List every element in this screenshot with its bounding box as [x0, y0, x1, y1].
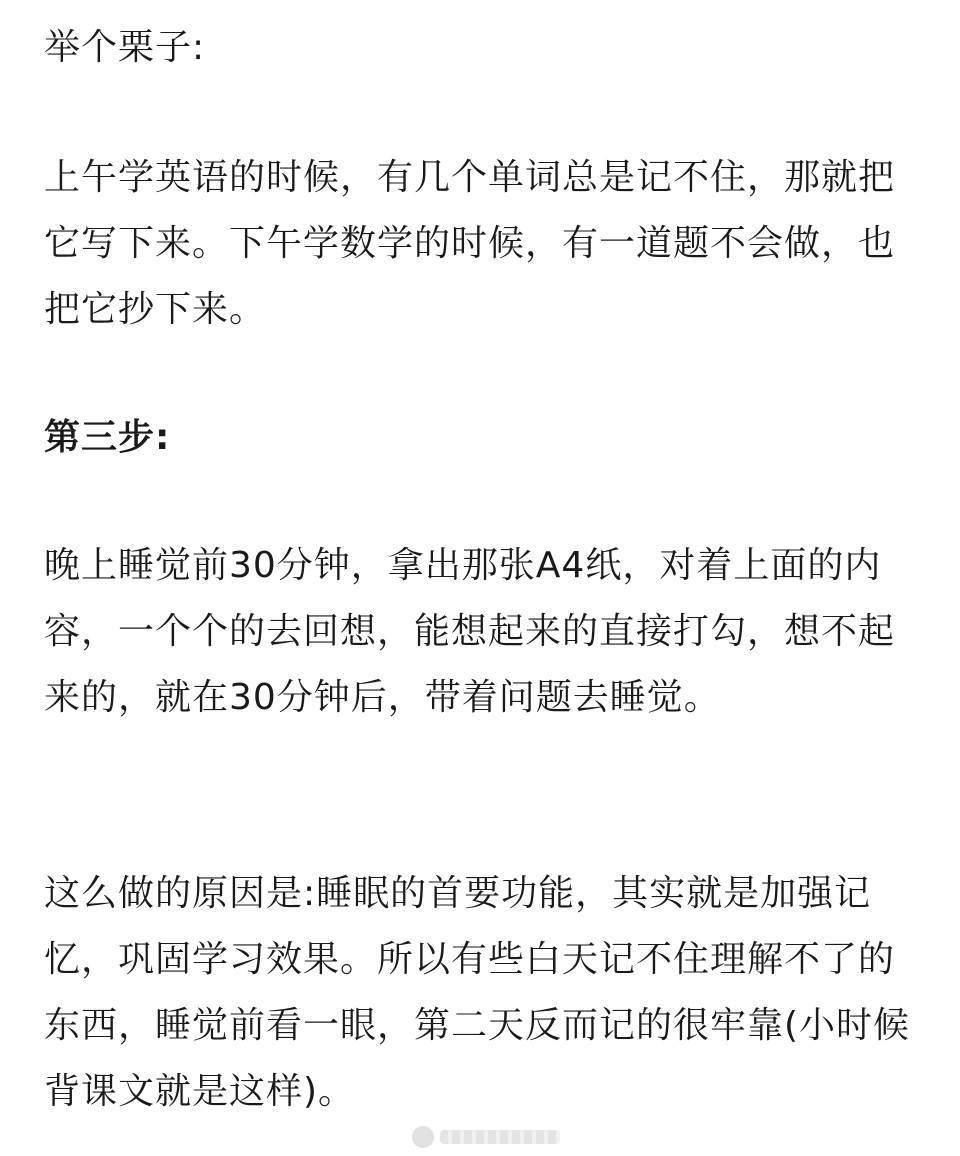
intro-paragraph: 举个栗子: [44, 27, 206, 68]
weibo-watermark-icon [412, 1126, 434, 1148]
reason-paragraph: 这么做的原因是:睡眠的首要功能，其实就是加强记忆，巩固学习效果。所以有些白天记不住理解不了的东西，睡觉前看一眼，第二天反而记的很牢靠(小时候背课文就是这样)。 [44, 873, 911, 1112]
watermark-text-mark [440, 1130, 560, 1144]
example-paragraph: 上午学英语的时候，有几个单词总是记不住，那就把它写下来。下午学数学的时候，有一道题不会做，也把它抄下来。 [44, 157, 896, 330]
night-paragraph: 晚上睡觉前30分钟，拿出那张A4纸，对着上面的内容，一个个的去回想，能想起来的直接打勾，想不起来的，就在30分钟后，带着问题去睡觉。 [44, 545, 896, 718]
watermark [412, 1126, 560, 1148]
step3-heading: 第三步: [44, 417, 171, 458]
